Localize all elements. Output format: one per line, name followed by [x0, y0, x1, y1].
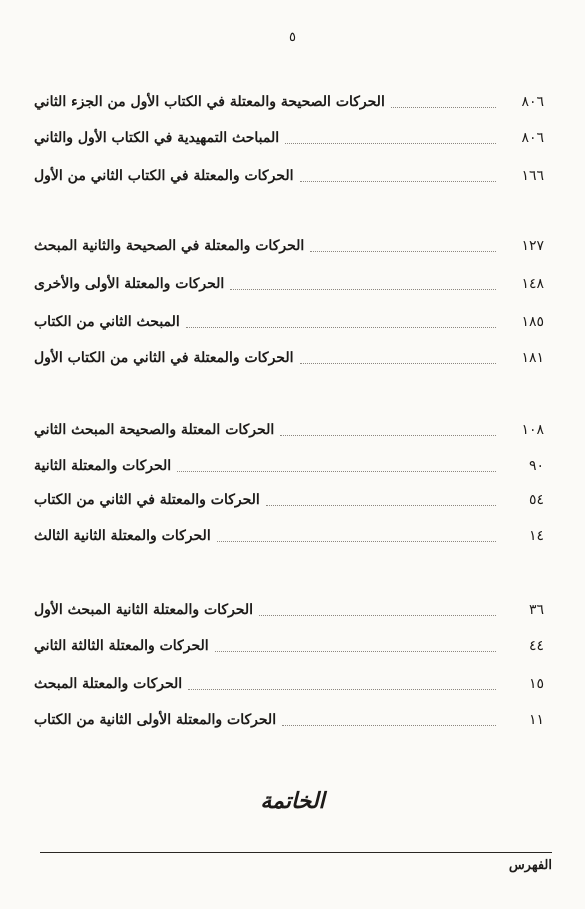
toc-entry-title: ﺍﻟﺤﺮﻛﺎﺕ ﻭﺍﻟﻤﻌﺘﻠﺔ ﺍﻟﺜﺎﻟﺜﺔ ﺍﻟﺜﺎﻧﻲ: [34, 638, 209, 654]
dotted-leader: [300, 353, 497, 364]
toc-page-number: ٤٤: [528, 638, 544, 654]
dotted-leader: [282, 715, 496, 726]
closing-heading: ﺍﻟﺨﺎﺗﻤﺔ: [260, 788, 325, 814]
footer-divider: [40, 852, 552, 853]
toc-entry-title: ﺍﻟﺤﺮﻛﺎﺕ ﺍﻟﻤﻌﺘﻠﺔ ﻭﺍﻟﺼﺤﻴﺤﺔ ﺍﻟﻤﺒﺤﺚ ﺍﻟﺜﺎﻧﻲ: [34, 422, 275, 438]
toc-entry-title: ﺍﻟﻤﺒﺤﺚ ﺍﻟﺜﺎﻧﻲ ﻣﻦ ﺍﻟﻜﺘﺎﺏ: [34, 314, 180, 330]
dotted-leader: [300, 171, 497, 182]
toc-row: [34, 634, 544, 658]
dotted-leader: [186, 317, 496, 328]
toc-row: [34, 346, 544, 370]
dotted-leader: [259, 605, 496, 616]
toc-entry-title: ﺍﻟﺤﺮﻛﺎﺕ ﻭﺍﻟﻤﻌﺘﻠﺔ ﻓﻲ ﺍﻟﺜﺎﻧﻲ ﻣﻦ ﺍﻟﻜﺘﺎﺏ ﺍﻷﻭﻝ: [34, 350, 294, 366]
toc-row: [34, 672, 544, 696]
toc-row: [34, 524, 544, 548]
dotted-leader: [310, 241, 496, 252]
toc-row: [34, 234, 544, 258]
toc-entry-title: ﺍﻟﺤﺮﻛﺎﺕ ﻭﺍﻟﻤﻌﺘﻠﺔ ﺍﻟﻤﺒﺤﺚ: [34, 676, 183, 692]
dotted-leader: [230, 279, 496, 290]
toc-page-number: ١٨٥: [521, 314, 544, 330]
toc-page-number: ٣٦: [528, 602, 544, 618]
toc-row: [34, 90, 544, 114]
toc-row: [34, 310, 544, 334]
toc-entry-title: ﺍﻟﺤﺮﻛﺎﺕ ﻭﺍﻟﻤﻌﺘﻠﺔ ﺍﻷﻭﻟﻰ ﻭﺍﻷﺧﺮﻯ: [34, 276, 225, 292]
toc-page-number: ١٤٨: [521, 276, 544, 292]
toc-page-number: ١٠٨: [521, 422, 544, 438]
toc-entry-title: ﺍﻟﺤﺮﻛﺎﺕ ﻭﺍﻟﻤﻌﺘﻠﺔ ﺍﻟﺜﺎﻧﻴﺔ ﺍﻟﻤﺒﺤﺚ ﺍﻷﻭﻝ: [34, 602, 253, 618]
toc-entry-title: ﺍﻟﺤﺮﻛﺎﺕ ﻭﺍﻟﻤﻌﺘﻠﺔ ﻓﻲ ﺍﻟﻜﺘﺎﺏ ﺍﻟﺜﺎﻧﻲ ﻣﻦ ﺍﻷﻭﻝ: [34, 168, 294, 184]
toc-entry-title: ﺍﻟﺤﺮﻛﺎﺕ ﻭﺍﻟﻤﻌﺘﻠﺔ ﻓﻲ ﺍﻟﺼﺤﻴﺤﺔ ﻭﺍﻟﺜﺎﻧﻴﺔ ﺍﻟﻤﺒﺤﺚ: [34, 238, 305, 254]
toc-row: [34, 126, 544, 150]
dotted-leader: [391, 97, 496, 108]
dotted-leader: [215, 641, 496, 652]
toc-row: [34, 488, 544, 512]
dotted-leader: [280, 425, 496, 436]
toc-row: [34, 164, 544, 188]
toc-page-number: ٨٠٦: [521, 130, 544, 146]
toc-row: [34, 598, 544, 622]
toc-page-number: ١٨١: [521, 350, 544, 366]
toc-page-number: ٨٠٦: [521, 94, 544, 110]
toc-page-number: ١٥: [528, 676, 544, 692]
toc-page-number: ١١: [528, 712, 544, 728]
toc-entry-title: ﺍﻟﺤﺮﻛﺎﺕ ﻭﺍﻟﻤﻌﺘﻠﺔ ﺍﻷﻭﻟﻰ ﺍﻟﺜﺎﻧﻴﺔ ﻣﻦ ﺍﻟﻜﺘﺎﺏ: [34, 712, 277, 728]
toc-entry-title: ﺍﻟﺤﺮﻛﺎﺕ ﻭﺍﻟﻤﻌﺘﻠﺔ ﺍﻟﺜﺎﻧﻴﺔ: [34, 458, 172, 474]
toc-page-number: ١٢٧: [521, 238, 544, 254]
toc-page-number: ٩٠: [528, 458, 544, 474]
toc-page-number: ١٦٦: [521, 168, 544, 184]
toc-entry-title: ﺍﻟﺤﺮﻛﺎﺕ ﻭﺍﻟﻤﻌﺘﻠﺔ ﻓﻲ ﺍﻟﺜﺎﻧﻲ ﻣﻦ ﺍﻟﻜﺘﺎﺏ: [34, 492, 260, 508]
toc-row: [34, 454, 544, 478]
dotted-leader: [217, 531, 496, 542]
dotted-leader: [285, 133, 496, 144]
toc-page-number: ٥٤: [528, 492, 544, 508]
dotted-leader: [188, 679, 496, 690]
running-footer: ﺍﻟﻔﻬﺮﺱ: [508, 858, 552, 873]
page-number: ٥: [289, 30, 296, 45]
toc-row: [34, 418, 544, 442]
toc-entry-title: ﺍﻟﺤﺮﻛﺎﺕ ﻭﺍﻟﻤﻌﺘﻠﺔ ﺍﻟﺜﺎﻧﻴﺔ ﺍﻟﺜﺎﻟﺚ: [34, 528, 211, 544]
toc-row: [34, 708, 544, 732]
dotted-leader: [177, 461, 496, 472]
toc-page-number: ١٤: [528, 528, 544, 544]
toc-entry-title: ﺍﻟﺤﺮﻛﺎﺕ ﺍﻟﺼﺤﻴﺤﺔ ﻭﺍﻟﻤﻌﺘﻠﺔ ﻓﻲ ﺍﻟﻜﺘﺎﺏ ﺍﻷﻭﻝ ﻣﻦ ﺍﻟﺠﺰﺀ ﺍﻟﺜﺎﻧﻲ: [34, 94, 385, 110]
dotted-leader: [266, 495, 496, 506]
toc-row: [34, 272, 544, 296]
toc-entry-title: ﺍﻟﻤﺒﺎﺣﺚ ﺍﻟﺘﻤﻬﻴﺪﻳﺔ ﻓﻲ ﺍﻟﻜﺘﺎﺏ ﺍﻷﻭﻝ ﻭﺍﻟﺜﺎﻧﻲ: [34, 130, 280, 146]
